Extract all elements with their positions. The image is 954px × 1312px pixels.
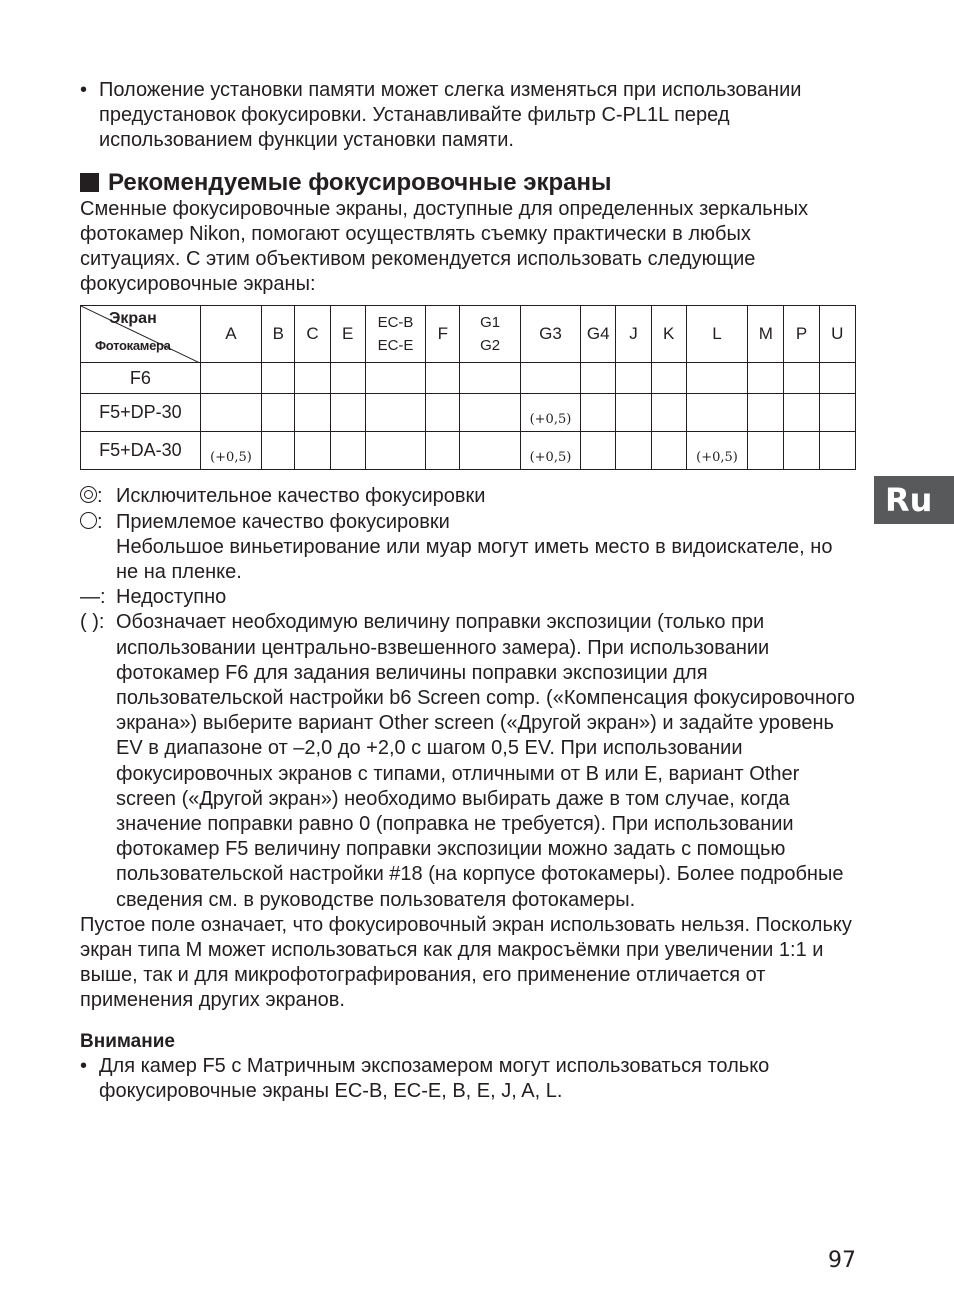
- table-cell: [686, 432, 747, 470]
- circle-icon: :: [80, 510, 103, 535]
- table-header-row: [81, 306, 856, 363]
- table-cell: [819, 394, 855, 432]
- col-header: G4: [581, 306, 616, 363]
- table-cell: [200, 394, 261, 432]
- col-header: M: [748, 306, 784, 363]
- col-header: F: [426, 306, 460, 363]
- table-cell: [748, 363, 784, 394]
- table-cell: [426, 432, 460, 470]
- table-cell: [262, 394, 295, 432]
- table-cell: [330, 432, 365, 470]
- section-intro: Сменные фокусировочные экраны, доступные для определенных зеркальных фотокамер Nikon, помогают осуществлять съемку практически в любых ситуациях. С этим объективом рекомендуется использовать следующие фокусировочные экраны:: [80, 197, 809, 296]
- table-cell: [520, 432, 580, 470]
- table-cell: [426, 394, 460, 432]
- table-cell: [784, 394, 819, 432]
- col-header: U: [819, 306, 855, 363]
- col-header: L: [686, 306, 747, 363]
- language-tab: Ru: [874, 476, 954, 524]
- table-cell: [581, 432, 616, 470]
- table-cell: [748, 394, 784, 432]
- table-cell: [262, 432, 295, 470]
- legend-item: [80, 510, 856, 586]
- table-cell: [651, 432, 686, 470]
- table-cell: [200, 432, 261, 470]
- camera-cell: F5+DA-30: [81, 432, 201, 470]
- dash-icon: —:: [80, 586, 106, 609]
- table-row: [81, 363, 856, 394]
- page-content: [80, 78, 856, 1104]
- col-header: A: [200, 306, 261, 363]
- table-cell: [200, 363, 261, 394]
- table-cell: [581, 394, 616, 432]
- intro-bullet-text: Положение установки памяти может слегка изменяться при использовании предустановок фокусировки. Устанавливайте фильтр C-PL1L перед использованием функции установки памяти.: [99, 79, 802, 152]
- table-cell: [520, 363, 580, 394]
- legend-text: Приемлемое качество фокусировки: [116, 510, 450, 533]
- table-cell: [520, 394, 580, 432]
- legend-item: [80, 484, 856, 509]
- table-cell: [748, 432, 784, 470]
- table-row: [81, 394, 856, 432]
- table-cell: [295, 432, 330, 470]
- intro-bullet: [80, 78, 856, 154]
- table-row: [81, 432, 856, 470]
- table-cell: [295, 363, 330, 394]
- table-cell: [819, 363, 855, 394]
- warning-bullet: [80, 1054, 856, 1104]
- col-header: K: [651, 306, 686, 363]
- table-cell: [616, 394, 651, 432]
- legend-text: Обозначает необходимую величину поправки экспозиции (только при использовании центрально-взвешенного замера). При использовании фотокамер F6 для задания величины поправки экспозиции для пользовательской настройки b6 Screen comp. («Компенсация фокусировочного экрана») выберите вариант Other screen («Другой экран») и задайте уровень EV в диапазоне от –2,0 до +2,0 с шагом 0,5 EV. При использовании фокусировочных экранов с типами, отличными от B или E, вариант Other screen («Другой экран») необходимо выбирать даже в том случае, когда значение поправки равно 0 (поправка не требуется). При использовании фотокамер F5 величину поправки экспозиции можно задать с помощью пользовательской настройки #18 (на корпусе фотокамеры). Более подробные сведения см. в руководстве пользователя фотокамеры.: [116, 611, 855, 911]
- exposure-adjustment: (+0,5): [529, 450, 572, 466]
- col-header: G3: [520, 306, 580, 363]
- table-cell: [365, 394, 425, 432]
- col-header: G1 G2: [460, 306, 520, 363]
- table-cell: [426, 363, 460, 394]
- table-cell: [460, 432, 520, 470]
- table-cell: [330, 363, 365, 394]
- table-cell: [819, 432, 855, 470]
- table-cell: [686, 394, 747, 432]
- table-cell: [616, 432, 651, 470]
- table-cell: [581, 363, 616, 394]
- section-heading: [80, 169, 856, 197]
- table-cell: [616, 363, 651, 394]
- warning-title: Внимание: [80, 1030, 175, 1052]
- col-header: EC-B EC-E: [365, 306, 425, 363]
- table-cell: [262, 363, 295, 394]
- bullet-dot: •: [80, 79, 88, 101]
- col-header: J: [616, 306, 651, 363]
- legend-item: [80, 610, 856, 912]
- table-corner-cell: [81, 306, 201, 363]
- camera-cell: F6: [81, 363, 201, 394]
- col-header: E: [330, 306, 365, 363]
- legend-item: [80, 585, 856, 610]
- col-header: B: [262, 306, 295, 363]
- section-title: Рекомендуемые фокусировочные экраны: [108, 168, 612, 196]
- legend: [80, 484, 856, 912]
- table-cell: [330, 394, 365, 432]
- page-number: 97: [828, 1248, 856, 1273]
- table-cell: [295, 394, 330, 432]
- legend-text: Недоступно: [116, 586, 227, 609]
- focusing-screens-table: [80, 305, 856, 470]
- note-text: Пустое поле означает, что фокусировочный экран использовать нельзя. Поскольку экран типа M может использоваться как для макросъёмки при увеличении 1:1 и выше, так и для микрофотографирования, его применение отличается от применения других экранов.: [80, 913, 852, 1012]
- col-header: P: [784, 306, 819, 363]
- table-cell: [460, 394, 520, 432]
- col-header: C: [295, 306, 330, 363]
- corner-screen-label: Экран: [109, 310, 157, 328]
- table-cell: [365, 363, 425, 394]
- camera-cell: F5+DP-30: [81, 394, 201, 432]
- exposure-adjustment: (+0,5): [529, 412, 572, 428]
- corner-camera-label: Фотокамера: [95, 338, 171, 354]
- legend-text: Исключительное качество фокусировки: [116, 485, 486, 508]
- table-cell: [651, 363, 686, 394]
- exposure-adjustment: (+0,5): [210, 450, 252, 466]
- exposure-adjustment: (+0,5): [696, 450, 738, 466]
- parentheses-icon: ( ):: [80, 611, 105, 634]
- table-cell: [365, 432, 425, 470]
- table-cell: [784, 363, 819, 394]
- legend-extra: Небольшое виньетирование или муар могут иметь место в видоискателе, но не на пленке.: [116, 535, 833, 584]
- warning-bullet-text: Для камер F5 с Матричным экспозамером могут использоваться только фокусировочные экраны EC-B, EC-E, B, E, J, A, L.: [99, 1054, 770, 1102]
- table-cell: [460, 363, 520, 394]
- double-circle-icon: :: [80, 484, 103, 509]
- black-square-icon: [80, 173, 99, 192]
- table-cell: [686, 363, 747, 394]
- table-cell: [651, 394, 686, 432]
- bullet-dot: •: [80, 1054, 88, 1077]
- table-cell: [784, 432, 819, 470]
